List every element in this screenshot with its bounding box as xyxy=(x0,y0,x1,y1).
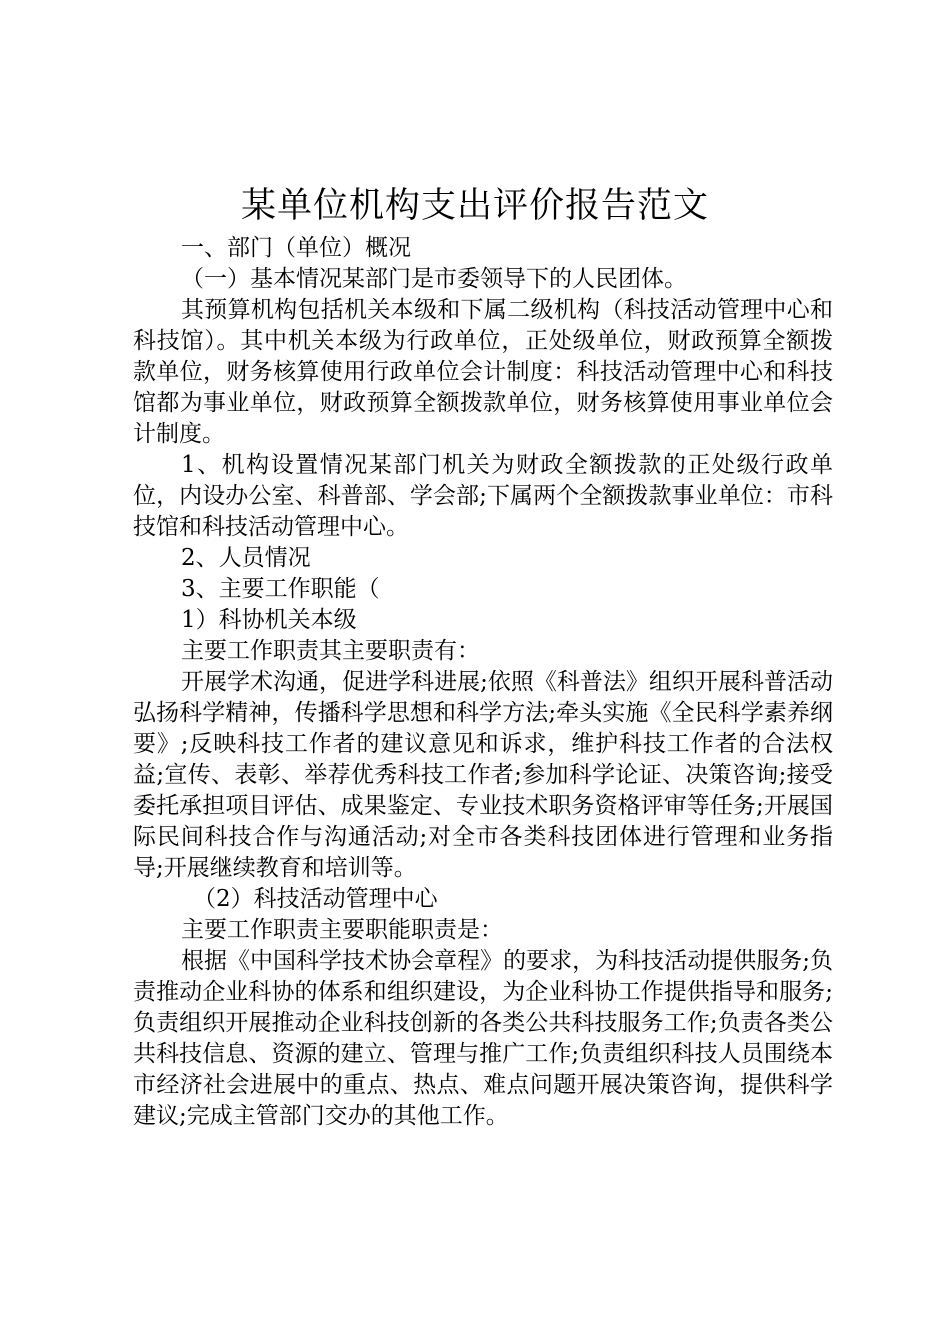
paragraph-center-duties-intro: 主要工作职责主要职能职责是： xyxy=(181,917,503,943)
section-heading: 一、部门（单位）概况 xyxy=(181,235,411,261)
paragraph-main-functions: 3、主要工作职能（ xyxy=(181,576,380,602)
paragraph-duties-intro: 主要工作职责其主要职责有： xyxy=(181,638,480,664)
document-body xyxy=(133,233,833,1132)
paragraph-budget-structure: 其预算机构包括机关本级和下属二级机构（科技活动管理中心和科技馆）。其中机关本级为行政单位，正处级单位，财政预算全额拨款单位，财务核算使用行政单位会计制度：科技活动管理中心和科技馆都为事业单位，财政预算全额拨款单位，财务核算使用事业单位会计制度。 xyxy=(133,297,833,447)
paragraph-center-duties: 根据《中国科学技术协会章程》的要求，为科技活动提供服务;负责推动企业科协的体系和组织建设，为企业科协工作提供指导和服务;负责组织开展推动企业科技创新的各类公共科技服务工作;负责各类公共科技信息、资源的建立、管理与推广工作;负责组织科技人员围绕本市经济社会进展中的重点、热点、难点问题开展决策咨询，提供科学建议;完成主管部门交办的其他工作。 xyxy=(133,948,833,1129)
document-title: 某单位机构支出评价报告范文 xyxy=(240,186,709,226)
paragraph-staff: 2、人员情况 xyxy=(181,545,311,571)
paragraph-basic-info: （一）基本情况某部门是市委领导下的人民团体。 xyxy=(181,266,687,292)
paragraph-org-setup: 1、机构设置情况某部门机关为财政全额拨款的正处级行政单位，内设办公室、科普部、学会部;下属两个全额拨款事业单位：市科技馆和科技活动管理中心。 xyxy=(133,452,833,540)
paragraph-activity-center: （2）科技活动管理中心 xyxy=(193,886,438,912)
paragraph-association-duties: 开展学术沟通，促进学科进展;依照《科普法》组织开展科普活动弘扬科学精神，传播科学思想和科学方法;牵头实施《全民科学素养纲要》;反映科技工作者的建议意见和诉求，维护科技工作者的合法权益;宣传、表彰、举荐优秀科技工作者;参加科学论证、决策咨询;接受委托承担项目评估、成果鉴定、专业技术职务资格评审等任务;开展国际民间科技合作与沟通活动;对全市各类科技团体进行管理和业务指导;开展继续教育和培训等。 xyxy=(133,669,833,881)
paragraph-association-level: 1）科协机关本级 xyxy=(181,607,357,633)
